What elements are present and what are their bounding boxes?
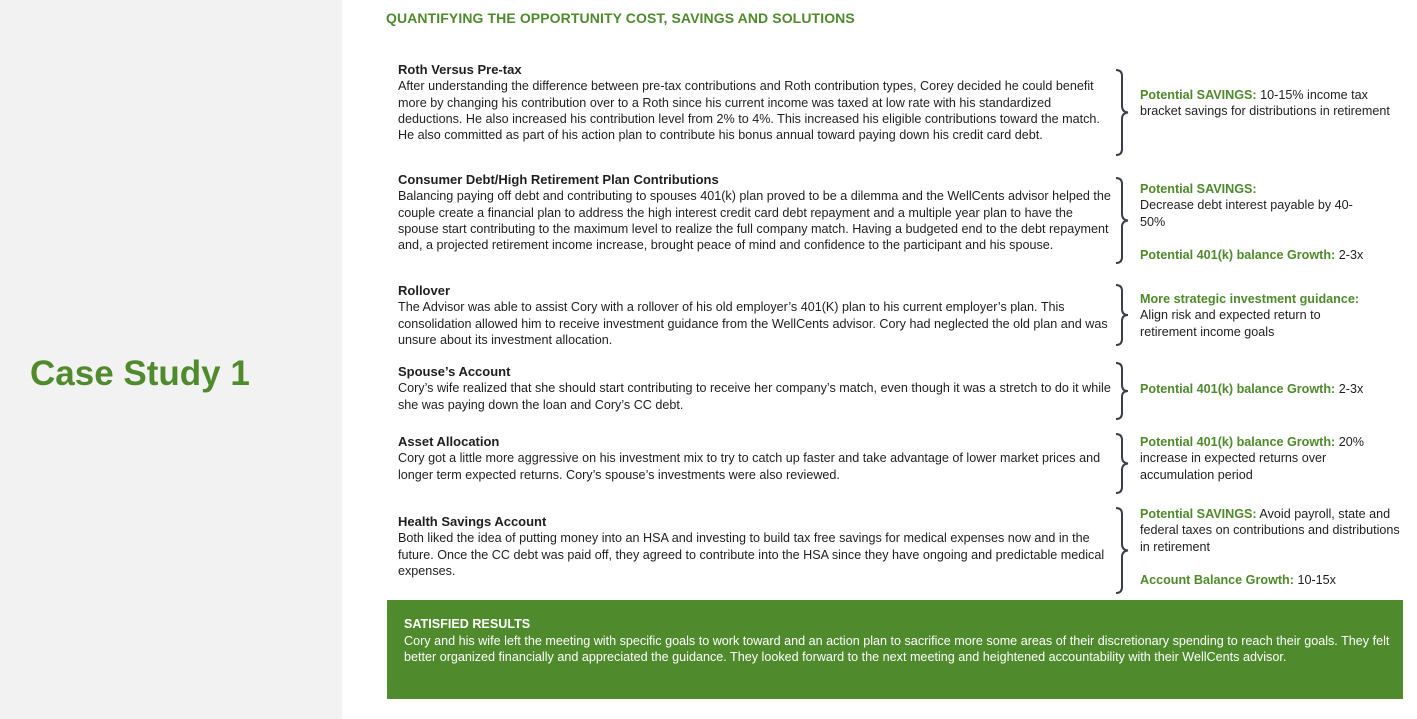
result-spouse-account	[1140, 381, 1400, 397]
result-hsa-growth	[1140, 572, 1400, 588]
page-title: QUANTIFYING THE OPPORTUNITY COST, SAVINGS AND SOLUTIONS	[386, 10, 855, 26]
section-title: Roth Versus Pre-tax	[398, 62, 522, 77]
brace-icon	[1115, 362, 1129, 420]
section-spouse-account	[398, 364, 1116, 413]
result-text: 10-15x	[1293, 573, 1336, 587]
brace-icon	[1115, 433, 1129, 494]
section-body: Cory’s wife realized that she should start contributing to receive her company’s match, even though it was a stretch to do it while she was paying down the loan and Cory’s CC debt.	[398, 381, 1111, 412]
result-label: More strategic investment guidance:	[1140, 292, 1360, 306]
result-label: Potential SAVINGS:	[1140, 88, 1257, 102]
result-label: Potential 401(k) balance Growth:	[1140, 382, 1336, 396]
section-body: After understanding the difference between pre-tax contributions and Roth contribution types, Corey decided he could benefit more by changing his contribution over to a Roth since his current income was taxed at low rate with his standardized deductions. He also increased his contribution level from 2% to 4%. This increased his eligible contributions toward the match. He also committed as part of his action plan to contribute his bonus annual toward paying down his credit card debt.	[398, 79, 1100, 143]
result-consumer-debt-growth	[1140, 247, 1400, 263]
result-label: Potential SAVINGS:	[1140, 507, 1257, 521]
result-label: Potential 401(k) balance Growth:	[1140, 248, 1336, 262]
result-label: Account Balance Growth:	[1140, 573, 1294, 587]
result-text: 2-3x	[1335, 248, 1364, 262]
result-text: 20% increase in expected returns over accumulation period	[1140, 435, 1364, 482]
result-text: Avoid payroll, state and federal taxes on contributions and distributions in retirement	[1140, 507, 1400, 554]
section-title: Asset Allocation	[398, 434, 500, 449]
result-asset-allocation	[1140, 434, 1400, 483]
section-rollover	[398, 283, 1116, 348]
section-title: Rollover	[398, 283, 451, 298]
result-consumer-debt-savings	[1140, 181, 1400, 230]
result-roth	[1140, 87, 1400, 120]
result-rollover	[1140, 291, 1400, 340]
result-text: 10-15% income tax bracket savings for distributions in retirement	[1140, 88, 1390, 119]
brace-icon	[1115, 284, 1129, 346]
satisfied-results-title: SATISFIED RESULTS	[404, 617, 531, 631]
side-panel	[0, 0, 342, 719]
section-asset-allocation	[398, 434, 1116, 483]
result-label: Potential 401(k) balance Growth:	[1140, 435, 1336, 449]
section-body: The Advisor was able to assist Cory with a rollover of his old employer’s 401(K) plan to his current employer’s plan. This consolidation allowed him to receive investment guidance from the WellCents advisor. Cory had neglected the old plan and was unsure about its investment allocation.	[398, 300, 1108, 347]
section-body: Both liked the idea of putting money into an HSA and investing to build tax free savings for medical expenses now and in the future. Once the CC debt was paid off, they agreed to contribute into the HSA since they have ongoing and predictable medical expenses.	[398, 531, 1105, 578]
section-roth	[398, 62, 1116, 143]
satisfied-results-body: Cory and his wife left the meeting with specific goals to work toward and an action plan to sacrifice more some areas of their discretionary spending to reach their goals. They felt better organized financially and appreciated the guidance. They looked forward to the next meeting and heightened accountability with their WellCents advisor.	[404, 634, 1390, 665]
section-consumer-debt	[398, 172, 1116, 253]
result-hsa-savings	[1140, 506, 1402, 555]
case-study-title: Case Study 1	[30, 354, 250, 393]
section-title: Spouse’s Account	[398, 364, 511, 379]
result-text: 2-3x	[1335, 382, 1364, 396]
brace-icon	[1115, 69, 1129, 156]
section-body: Cory got a little more aggressive on his investment mix to try to catch up faster and take advantage of lower market prices and longer term expected returns. Cory’s spouse’s investments were also reviewed.	[398, 451, 1101, 482]
section-title: Health Savings Account	[398, 514, 547, 529]
section-body: Balancing paying off debt and contributing to spouses 401(k) plan proved to be a dilemma and the WellCents advisor helped the couple create a financial plan to address the high interest credit card debt repayment and a multiple year plan to have the spouse start contributing to the maximum level to realize the full company match. Having a budgeted end to the debt repayment and, a projected retirement income increase, brought peace of mind and confidence to the participant and his spouse.	[398, 189, 1111, 253]
brace-icon	[1115, 507, 1129, 594]
satisfied-results-banner	[387, 600, 1403, 699]
result-text: Decrease debt interest payable by 40-50%	[1140, 198, 1353, 229]
result-text: Align risk and expected return to retirement income goals	[1140, 308, 1321, 339]
section-title: Consumer Debt/High Retirement Plan Contributions	[398, 172, 719, 187]
brace-icon	[1115, 177, 1129, 264]
section-hsa	[398, 514, 1116, 579]
result-label: Potential SAVINGS:	[1140, 182, 1257, 196]
